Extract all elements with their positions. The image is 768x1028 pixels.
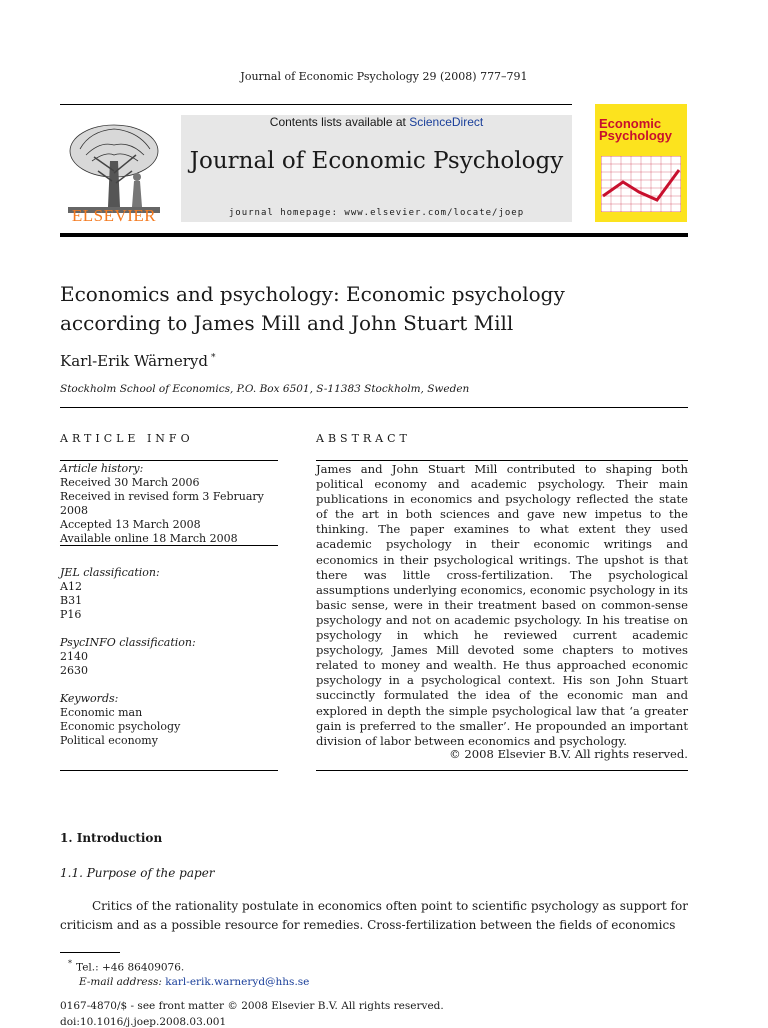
masthead-rule	[60, 233, 688, 237]
abstract-text: James and John Stuart Mill contributed to shaping both political economy and academic psychology. Their main publications in economics and psychology reflected the state of the art in both sciences and gave new impetus to the thinking. The paper examines to what extent they used academic psychology in their economic writings and economics in their psychological writings. The upshot is that there was little cross-fertilization. The psychological assumptions underlying economics, economic psychology in its basic sense, were in their treatment based on common-sense psychology and not on academic psychology. In his treatise on psychology in which he reviewed current academic psychology, James Mill devoted some chapters to motives related to money and wealth. He thus approached economic psychology in a psychological context. His son John Stuart succinctly formulated the idea of the economic man and explored in depth the simple psychological law that ‘a greater gain is preferred to the smaller’. He propounded an important division of labor between economics and psychology.	[316, 462, 688, 748]
abstract-rule-top	[316, 460, 688, 461]
journal-cover	[595, 104, 687, 222]
journal-homepage[interactable]: journal homepage: www.elsevier.com/locate/joep	[228, 208, 525, 218]
subsection-heading: 1.1. Purpose of the paper	[60, 866, 215, 880]
jel-code: A12	[60, 580, 82, 593]
email-link[interactable]: karl-erik.warneryd@hhs.se	[165, 975, 310, 988]
jel-code: B31	[60, 594, 83, 607]
author-name: Karl-Erik Wärneryd	[60, 352, 208, 370]
history-item: Received in revised form 3 February 2008	[60, 490, 264, 517]
journal-title: Journal of Economic Psychology	[189, 148, 564, 174]
keyword: Economic psychology	[60, 720, 181, 733]
section-heading: 1. Introduction	[60, 831, 163, 845]
psycinfo-classification	[60, 636, 280, 678]
contents-line	[181, 115, 572, 129]
doi-link[interactable]: doi:10.1016/j.joep.2008.03.001	[60, 1016, 227, 1028]
abstract-heading: ABSTRACT	[316, 432, 411, 445]
cover-chart-graphic	[601, 156, 681, 212]
history-item: Accepted 13 March 2008	[60, 518, 201, 531]
footnote-tel: Tel.: +46 86409076.	[76, 961, 185, 974]
jel-code: P16	[60, 608, 82, 621]
abstract-copyright: © 2008 Elsevier B.V. All rights reserved.	[449, 747, 688, 761]
author-footnote-mark[interactable]: *	[210, 353, 216, 363]
sciencedirect-link[interactable]: ScienceDirect	[409, 115, 484, 129]
cover-title: Economic Psychology	[599, 116, 672, 143]
jel-label: JEL classification:	[60, 566, 160, 579]
article-info-rule-top	[60, 460, 278, 461]
psycinfo-code: 2630	[60, 664, 88, 677]
publisher-name: ELSEVIER	[71, 206, 157, 225]
contents-prefix: Contents lists available at	[269, 115, 410, 129]
footnote-mark: *	[68, 959, 72, 968]
article-info-heading: ARTICLE INFO	[60, 432, 194, 445]
header-rule	[60, 104, 572, 105]
article-info-rule-bottom	[60, 770, 278, 771]
article-history	[60, 462, 280, 546]
author-affiliation: Stockholm School of Economics, P.O. Box 6501, S-11383 Stockholm, Sweden	[60, 383, 470, 395]
author-footnote	[60, 957, 309, 989]
article-title: Economics and psychology: Economic psychology according to James Mill and John Stuart Mill	[60, 282, 565, 335]
article-author	[60, 352, 215, 370]
psycinfo-label: PsycINFO classification:	[60, 636, 196, 649]
history-item: Available online 18 March 2008	[60, 532, 238, 545]
journal-citation: Journal of Economic Psychology 29 (2008) 777–791	[240, 70, 528, 83]
abstract-rule-bottom	[316, 770, 688, 771]
jel-classification	[60, 566, 280, 622]
body-paragraph: Critics of the rationality postulate in economics often point to scientific psychology as support for criticism and as a possible resource for remedies. Cross-fertilization between the fields of economics	[60, 899, 688, 932]
psycinfo-code: 2140	[60, 650, 88, 663]
email-label: E-mail address:	[79, 975, 166, 988]
article-info-rule	[60, 545, 278, 546]
history-label: Article history:	[60, 462, 144, 475]
keywords-label: Keywords:	[60, 692, 119, 705]
keyword: Economic man	[60, 706, 143, 719]
keywords	[60, 692, 280, 748]
section-divider	[60, 407, 688, 408]
footnote-rule	[60, 952, 120, 953]
keyword: Political economy	[60, 734, 158, 747]
front-matter-line: 0167-4870/$ - see front matter © 2008 Elsevier B.V. All rights reserved.	[60, 1000, 444, 1012]
history-item: Received 30 March 2006	[60, 476, 200, 489]
